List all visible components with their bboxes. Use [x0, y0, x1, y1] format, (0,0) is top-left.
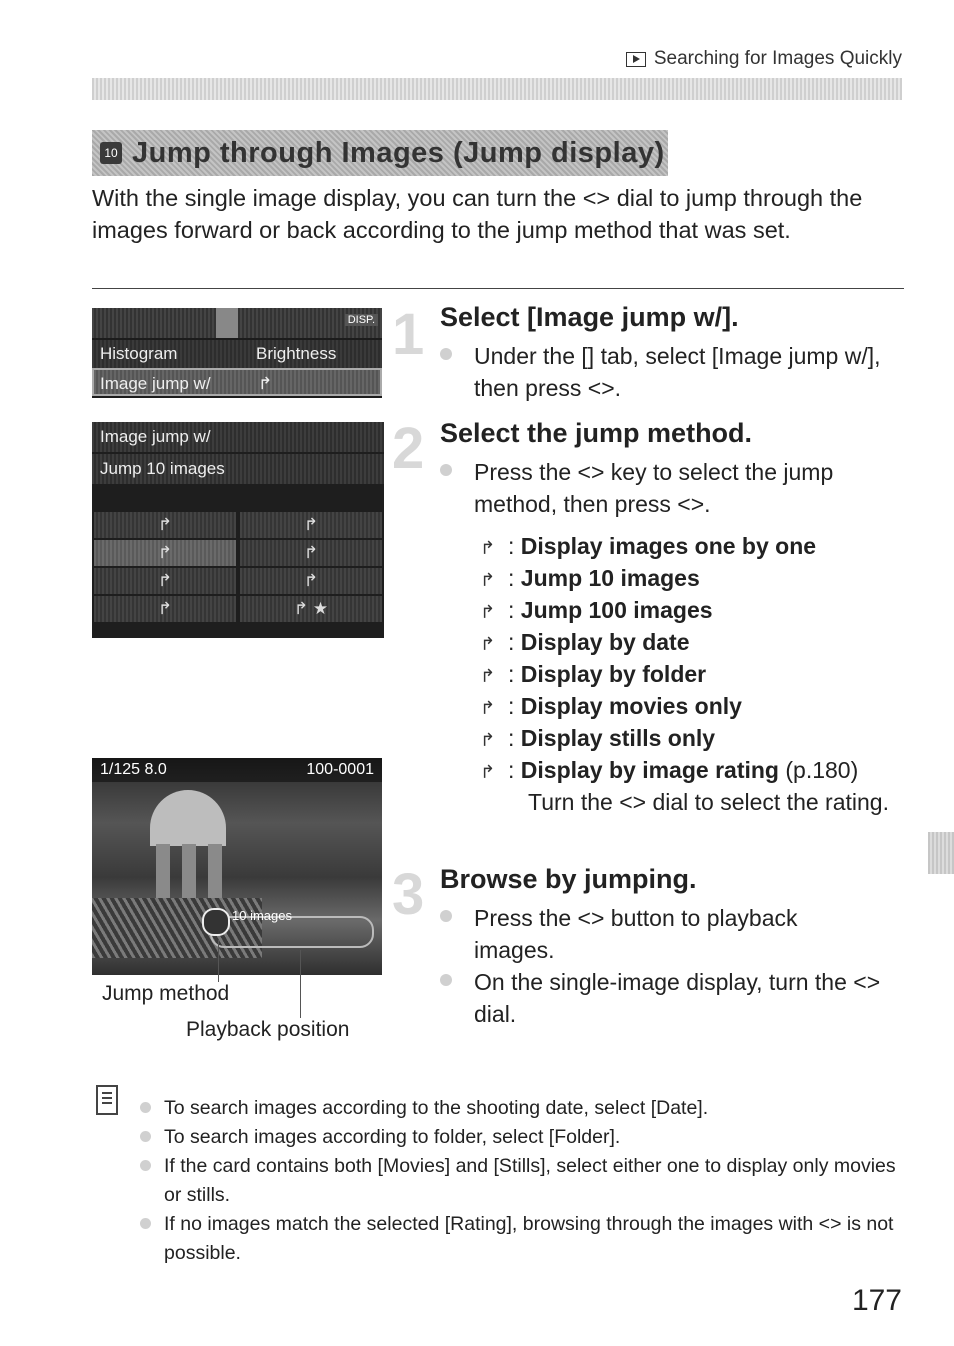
option-movies-only: ↱ : Display movies only: [480, 690, 742, 724]
section-title: Jump through Images (Jump display): [132, 136, 665, 169]
selector-value: [92, 454, 384, 484]
option-jump-10: ↱ : Jump 10 images: [480, 562, 700, 596]
selector-cell: ↱: [240, 568, 382, 594]
header-band: [92, 78, 902, 100]
selector-cell: ↱: [240, 540, 382, 566]
note-text: To search images according to the shooting date, select [Date].: [164, 1097, 709, 1119]
jump-10-icon: ↱: [480, 570, 496, 590]
selector-value-text: Jump 10 images: [100, 459, 225, 478]
option-label: Display by date: [520, 629, 690, 655]
bullet-text: Under the [⁢] tab, select [Image jump w/⁢], then press <⁢>.: [474, 343, 881, 401]
jump-10-icon: 10: [100, 142, 122, 164]
option-label: Display images one by one: [520, 533, 817, 559]
bullet-dot: [140, 1102, 151, 1113]
running-header: [626, 48, 902, 70]
file-number: 100-0001: [306, 761, 374, 778]
step-heading: Select the jump method.: [440, 418, 753, 448]
option-by-rating: ↱ : Display by image rating (p.180): [480, 754, 858, 788]
caption-jump-method: Jump method: [102, 982, 230, 1005]
shutter-aperture: 1/125 8.0: [100, 761, 167, 778]
note-icon: [96, 1085, 118, 1115]
playback-screen: [92, 758, 382, 975]
step-heading: Browse by jumping.: [440, 864, 697, 894]
menu-row-histogram: [92, 340, 382, 368]
option-label: Display by folder: [520, 661, 707, 687]
option-label: Display by image rating: [520, 757, 779, 783]
selector-cell: ↱: [240, 512, 382, 538]
step-number: 3: [392, 862, 425, 927]
menu-row-value: Brightness: [256, 344, 337, 363]
photo-pillar: [156, 844, 170, 904]
step-number: 1: [392, 302, 425, 367]
bullet-text: On the single-image display, turn the <⁢> dial.: [474, 969, 881, 1027]
leader-line: [300, 950, 301, 1018]
step-bullet: [440, 340, 880, 404]
step-bullet: [440, 902, 880, 966]
caption-playback-position: Playback position: [186, 1018, 350, 1041]
option-label: Display stills only: [520, 725, 716, 751]
selector-cell: ↱: [94, 568, 236, 594]
photo-pillar: [182, 844, 196, 904]
selector-cell: ↱: [94, 596, 236, 622]
note-item: [140, 1210, 900, 1268]
divider: [92, 288, 904, 289]
note-item: [140, 1152, 900, 1210]
note-text: If no images match the selected [Rating], browsing through the images with <⁢> is not possible.: [164, 1213, 894, 1264]
bullet-dot: [140, 1160, 151, 1171]
jump-method-icon: [202, 908, 230, 936]
leader-line: [218, 940, 219, 982]
bullet-dot: [140, 1218, 151, 1229]
rating-note: Turn the <⁢> dial to select the rating.: [528, 789, 889, 815]
side-thumb-tab: [928, 832, 954, 874]
step-bullet: [440, 456, 880, 520]
option-label: Jump 10 images: [520, 565, 700, 591]
bullet-text: Press the <⁢> key to select the jump method, then press <⁢>.: [474, 459, 834, 517]
jump-100-icon: ↱: [480, 602, 496, 622]
step-bullet: [440, 966, 890, 1030]
page-number: 177: [851, 1284, 902, 1317]
playback-info-bar: [92, 758, 382, 782]
note-text: To search images according to folder, select [Folder].: [164, 1126, 621, 1148]
photo-dome: [150, 790, 226, 846]
menu-row-value: ↱: [258, 374, 273, 393]
menu-screen-1: [92, 308, 382, 398]
disp-badge: DISP.: [345, 314, 378, 326]
selector-cell-selected: ↱: [94, 540, 236, 566]
option-label: Jump 100 images: [520, 597, 713, 623]
bullet-dot: [440, 910, 452, 922]
menu-row-image-jump: [92, 368, 382, 396]
jump-rating-icon: ↱: [480, 762, 496, 782]
selector-title: [92, 422, 384, 452]
note-item: [140, 1094, 900, 1123]
menu-tab-selected: [216, 308, 238, 338]
jump-date-icon: ↱: [480, 634, 496, 654]
selector-cell: ↱: [94, 512, 236, 538]
selector-title-text: Image jump w/: [100, 427, 211, 446]
option-label: Display movies only: [520, 693, 742, 719]
intro-paragraph: With the single image display, you can turn the <⁢> dial to jump through the images forward or back according to the jump method that was set.: [92, 185, 863, 243]
option-jump-100: ↱ : Jump 100 images: [480, 594, 713, 628]
bullet-dot: [440, 974, 452, 986]
page-reference: (p.180): [785, 757, 859, 783]
menu-row-label: Image jump w/: [100, 374, 211, 393]
step-heading: Select [Image jump w/⁢].: [440, 302, 739, 332]
jump-movie-icon: ↱: [480, 698, 496, 718]
bullet-dot: [140, 1131, 151, 1142]
bullet-dot: [440, 464, 452, 476]
jump-method-label: 10 images: [232, 908, 292, 923]
note-text: If the card contains both [Movies] and [Stills], select either one to display only movies or stills.: [164, 1155, 896, 1206]
section-title-bar: [92, 130, 668, 176]
option-stills-only: ↱ : Display stills only: [480, 722, 715, 756]
selector-cell: ↱ ★: [240, 596, 382, 622]
jump-still-icon: ↱: [480, 730, 496, 750]
bullet-dot: [440, 348, 452, 360]
menu-row-label: Histogram: [100, 344, 178, 363]
playback-icon: [626, 52, 646, 67]
menu-screen-2: [92, 422, 384, 638]
step-number: 2: [392, 416, 425, 481]
option-one-by-one: ↱ : Display images one by one: [480, 530, 816, 564]
photo-pillar: [208, 844, 222, 904]
jump-single-icon: ↱: [480, 538, 496, 558]
jump-folder-icon: ↱: [480, 666, 496, 686]
bullet-text: Press the <⁢> button to playback images.: [474, 905, 798, 963]
option-by-date: ↱ : Display by date: [480, 626, 690, 660]
running-title: Searching for Images Quickly: [653, 48, 902, 69]
option-by-folder: ↱ : Display by folder: [480, 658, 706, 692]
note-item: [140, 1123, 900, 1152]
